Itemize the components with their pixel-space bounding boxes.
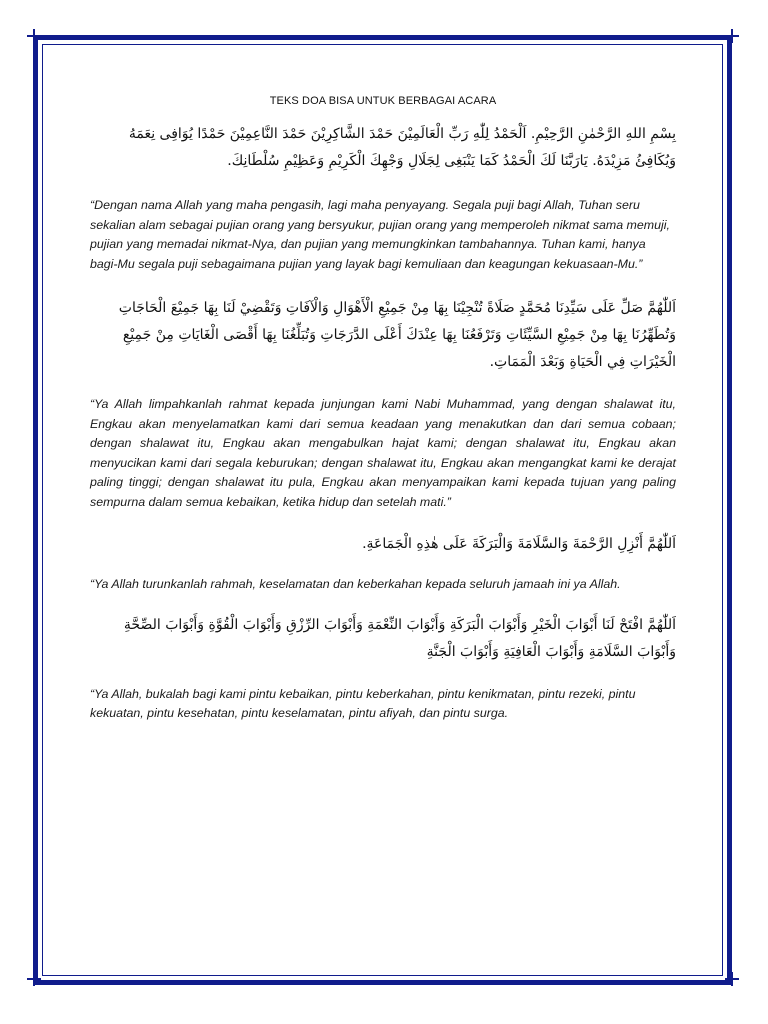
corner-ornament (27, 29, 41, 43)
document-title: TEKS DOA BISA UNTUK BERBAGAI ACARA (269, 95, 497, 107)
corner-ornament (725, 972, 739, 986)
corner-ornament (725, 29, 739, 43)
document-body (90, 95, 676, 724)
translation-2: “Ya Allah limpahkanlah rahmat kepada junjungan kami Nabi Muhammad, yang dengan shalawat itu, Engkau akan menyelamatkan kami dari semua keadaan yang menakutkan dan dari semua cobaan; dengan shalawat itu, Engkau akan mengabulkan hajat kami; dengan shalawat itu, Engkau akan menyucikan kami dari segala keburukan; dengan shalawat itu, Engkau akan mengangkat kami ke derajat paling tinggi; dengan shalawat itu pula, Engkau akan menyampaikan kami kepada tujuan yang paling sempurna dalam semua kebaikan, ketika hidup dan setelah mati.” (90, 397, 676, 509)
translation-3: “Ya Allah turunkanlah rahmah, keselamatan dan keberkahan kepada seluruh jamaah ini ya Allah. (90, 577, 621, 591)
translation-1: “Dengan nama Allah yang maha pengasih, lagi maha penyayang. Segala puji bagi Allah, Tuhan seru sekalian alam sebagai pujian orang yang bersyukur, pujian orang yang memperoleh nikmat sama memuji, pujian yang memadai nikmat-Nya, dan pujian yang memungkinkan tambahannya. Tuhan kami, hanya bagi-Mu segala puji sebagaimana pujian yang layak bagi kemuliaan dan keagungan kekuasaan-Mu.” (90, 198, 670, 271)
arabic-prayer-2: اَللّٰهُمَّ صَلِّ عَلَى سَيِّدِنَا مُحَمَّدٍ صَلَاةً تُنْجِيْنَا بِهَا مِنْ جَمِيْعِ الْأَهْوَالِ وَالْآفَاتِ وَتَقْضِيْ لَنَا بِهَا جَمِيْعَ الْحَاجَاتِ وَتُطَهِّرُنَا بِهَا مِنْ جَمِيْعِ السَّيِّئَاتِ وَتَرْفَعُنَا بِهَا عِنْدَكَ أَعْلَى الدَّرَجَاتِ وَتُبَلِّغُنَا بِهَا أَقْصَى الْغَايَاتِ مِنْ جَمِيْعِ الْخَيْرَاتِ فِي الْحَيَاةِ وَبَعْدَ الْمَمَاتِ. (118, 300, 676, 370)
corner-ornament (27, 972, 41, 986)
arabic-prayer-3: اَللّٰهُمَّ أَنْزِلِ الرَّحْمَةَ وَالسَّلَامَةَ وَالْبَرَكَةَ عَلَى هٰذِهِ الْجَمَاعَةِ. (362, 536, 676, 552)
translation-4: “Ya Allah, bukalah bagi kami pintu kebaikan, pintu keberkahan, pintu kenikmatan, pintu rezeki, pintu kekuatan, pintu kesehatan, pintu keselamatan, pintu afiyah, dan pintu surga. (90, 686, 636, 720)
arabic-prayer-1: بِسْمِ اللهِ الرَّحْمٰنِ الرَّحِيْمِ. اَلْحَمْدُ لِلّٰهِ رَبِّ الْعَالَمِيْنَ حَمْدَ الشَّاكِرِيْنَ حَمْدَ النَّاعِمِيْنَ حَمْدًا يُوَافِى نِعَمَهُ وَيُكَافِئُ مَزِيْدَهُ. يَارَبَّنَا لَكَ الْحَمْدُ كَمَا يَنْبَغِى لِجَلَالِ وَجْهِكَ الْكَرِيْمِ وَعَظِيْمِ سُلْطَانِكَ. (128, 126, 676, 169)
arabic-prayer-4: اَللّٰهُمَّ افْتَحْ لَنَا أَبْوَابَ الْخَيْرِ وَأَبْوَابَ الْبَرَكَةِ وَأَبْوَابَ النِّعْمَةِ وَأَبْوَابَ الرِّزْقِ وَأَبْوَابَ الْقُوَّةِ وَأَبْوَابَ الصِّحَّةِ وَأَبْوَابَ السَّلَامَةِ وَأَبْوَابَ الْعَافِيَةِ وَأَبْوَابَ الْجَنَّةِ (123, 616, 676, 660)
